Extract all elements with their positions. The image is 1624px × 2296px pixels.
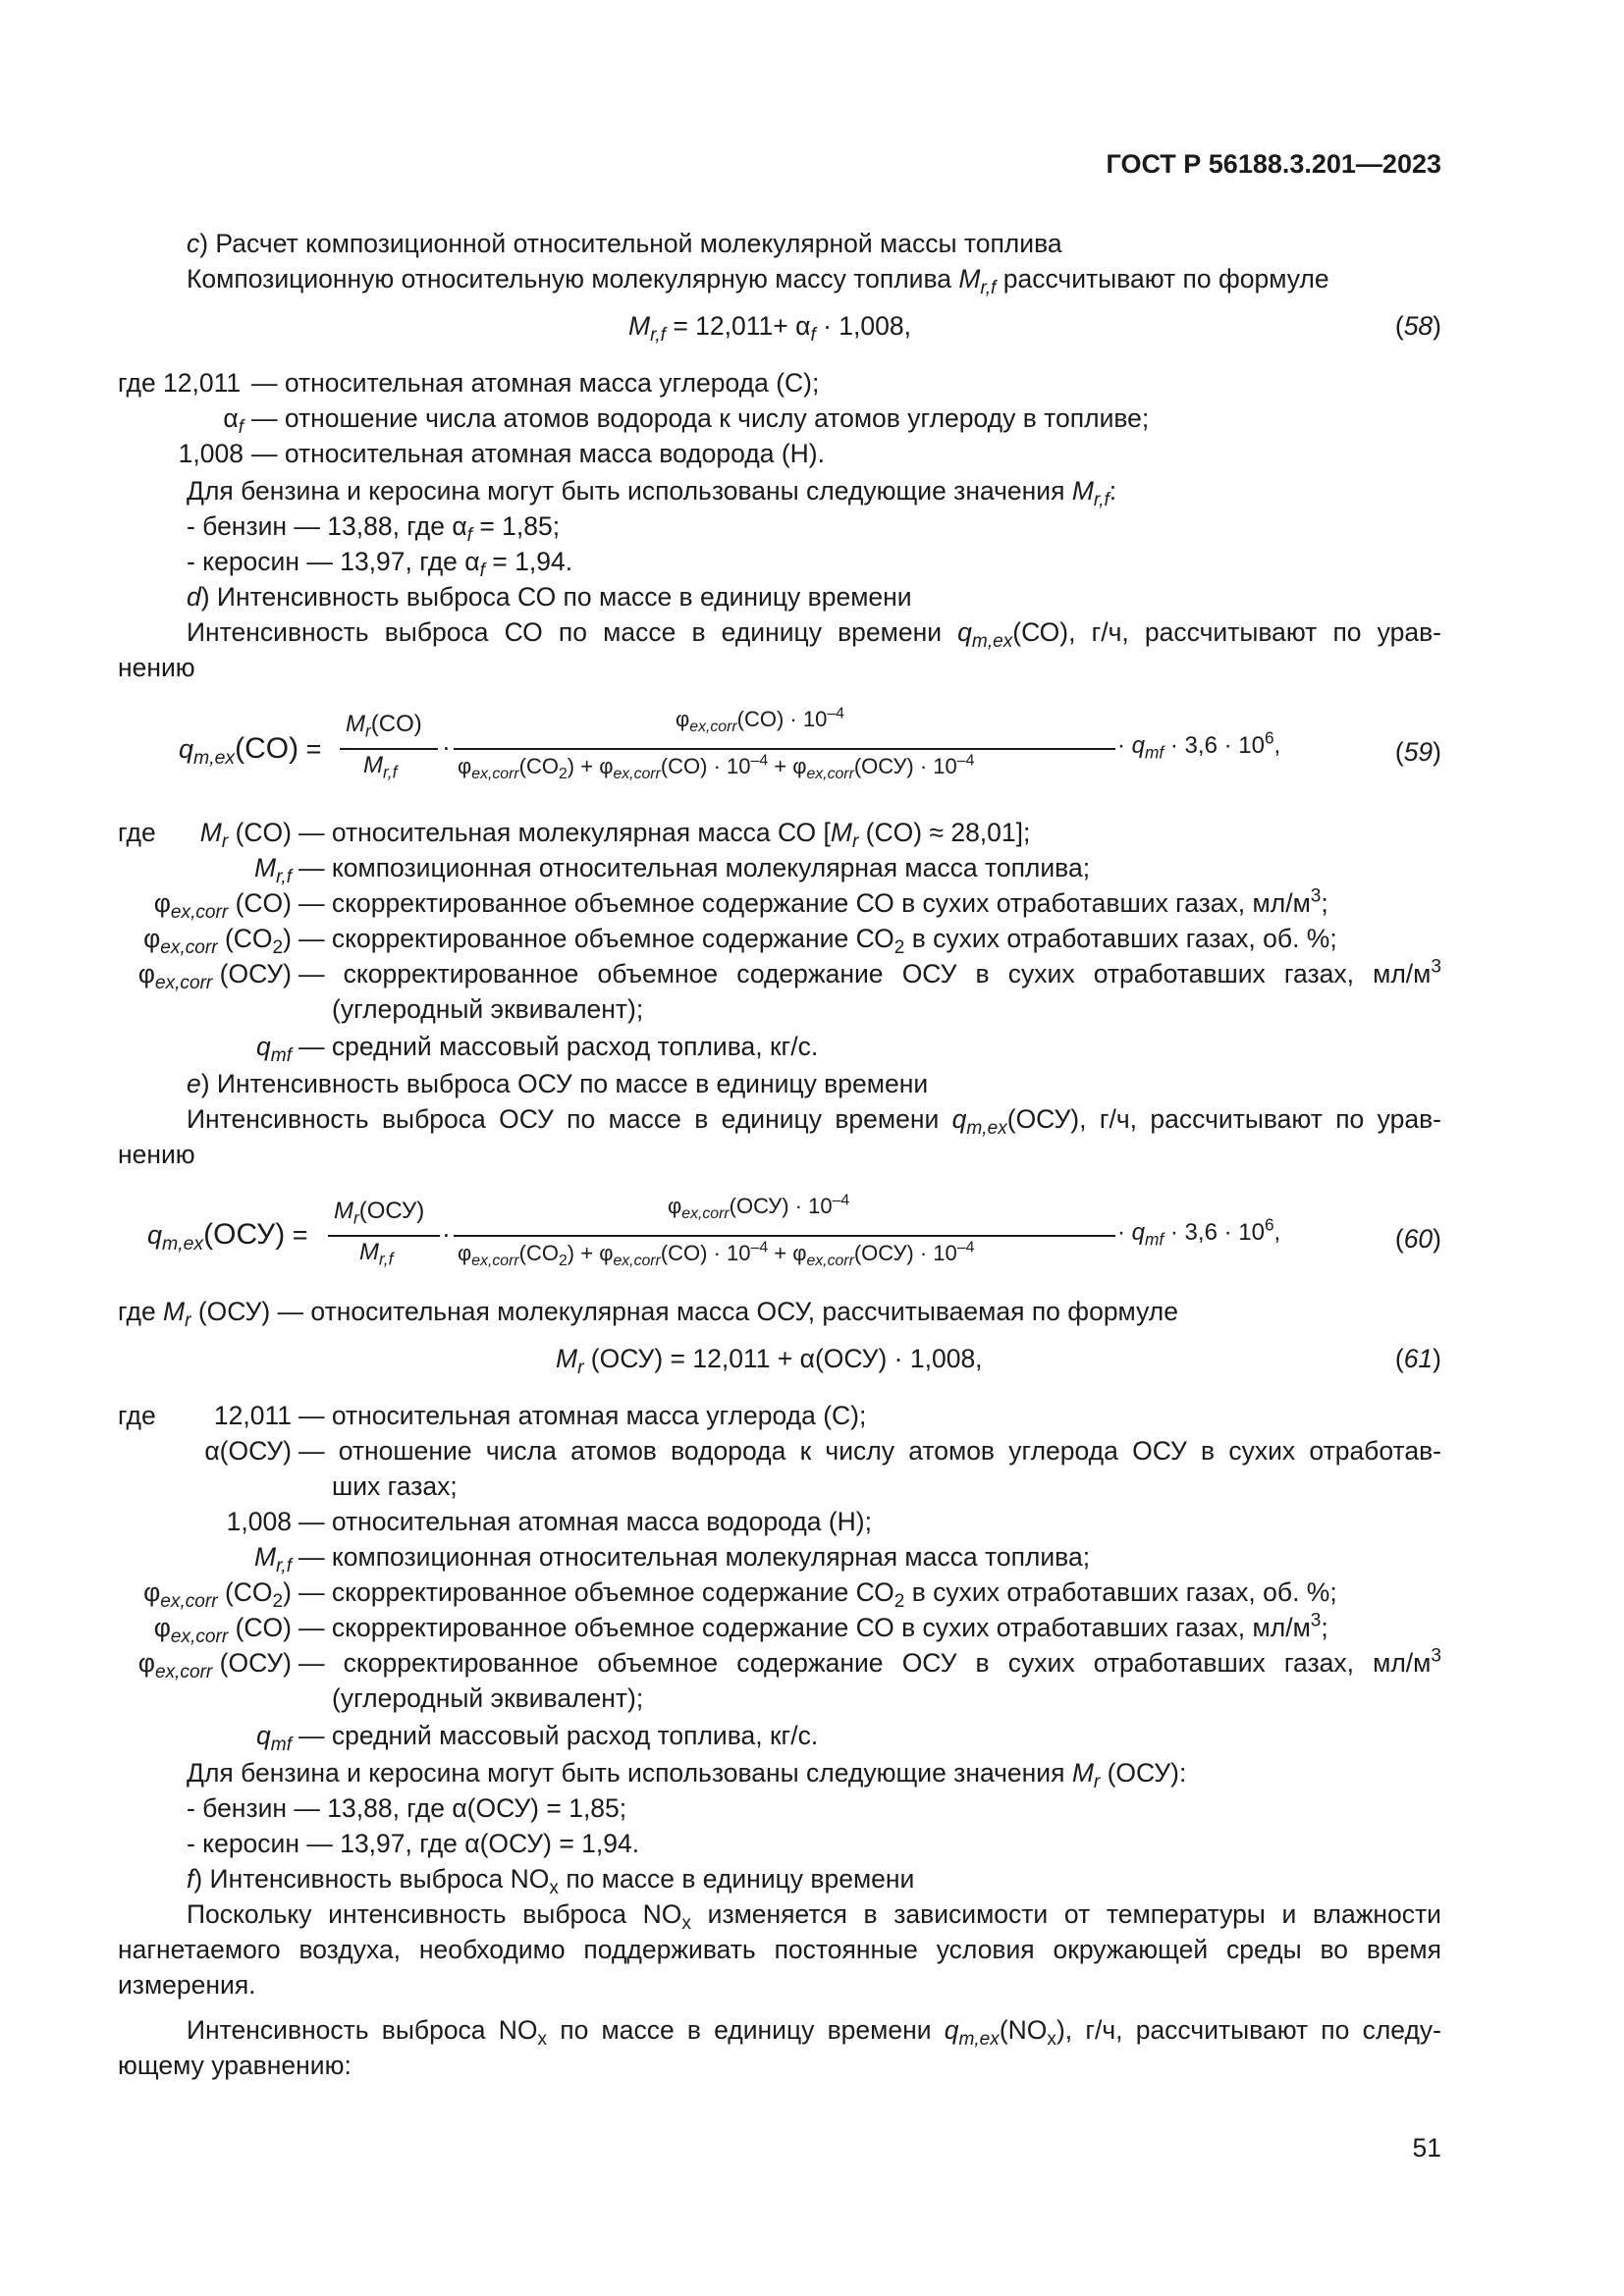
- def-e-3-text: — относительная атомная масса водорода (Н);: [298, 1507, 872, 1536]
- def-c-1-symbol: 12,011: [163, 368, 242, 398]
- equation-number-58: (58): [1394, 311, 1441, 341]
- formula-58: $M_{r,f} = 12,011+ \alpha_f \cdot 1,008$,: [628, 311, 911, 347]
- section-c-intro: Композиционную относительную молекулярную массу топлива $M_{r,f}$ рассчитывают по формуле: [187, 264, 1329, 299]
- def-c-1-text: — относительная атомная масса углерода (С);: [251, 368, 820, 398]
- where-label-e: где: [118, 1401, 156, 1430]
- formula-60-f1-num: $M_r(ОСУ)$: [334, 1198, 425, 1228]
- formula-59-dot-1: ·: [442, 732, 451, 762]
- formula-60-tail: · $q_{mf} \cdot 3,6 \cdot 10^6$,: [1117, 1214, 1281, 1250]
- def-d-3-text: — скорректированное объемное содержание СО в сухих отработавших газах, $мл/м^3$;: [298, 885, 1328, 918]
- section-d-title: d) Интенсивность выброса СО по массе в единицу времени: [187, 582, 912, 612]
- section-e-title: e) Интенсивность выброса ОСУ по массе в единицу времени: [187, 1069, 929, 1098]
- def-e-6-symbol: $\varphi_{ex,corr}$ (CO): [153, 1613, 292, 1648]
- formula-61: $M_r$ (ОСУ) = 12,011 + α(ОСУ) · 1,008,: [556, 1344, 983, 1379]
- section-e-values-intro: Для бензина и керосина могут быть использованы следующие значения $M_r$ (ОСУ):: [187, 1758, 1187, 1793]
- formula-59-f1-den: $M_{r,f}$: [363, 752, 398, 782]
- def-e-1-symbol: 12,011: [213, 1401, 292, 1430]
- where-label-d: где: [118, 818, 156, 847]
- section-c-values-intro: Для бензина и керосина могут быть использованы следующие значения $M_{r,f}$:: [187, 476, 1117, 511]
- def-d-2-text: — композиционная относительная молекулярная масса топлива;: [298, 853, 1091, 882]
- section-e-intro: Интенсивность выброса ОСУ по массе в единицу времени $q_{m,ex}(ОСУ)$, г/ч, рассчитывают по урав-: [187, 1104, 1441, 1140]
- equation-number-60: (60): [1394, 1224, 1441, 1254]
- def-c-3-symbol: 1,008: [178, 439, 244, 468]
- def-e-7-symbol: $\varphi_{ex,corr}$ (ОСУ): [137, 1648, 292, 1683]
- section-e-intro-cont: нению: [118, 1140, 195, 1169]
- formula-60-f1-den: $M_{r,f}$: [359, 1239, 394, 1269]
- def-e-7-cont: (углеродный эквивалент);: [332, 1683, 644, 1713]
- mr-osu-intro: где $M_r$ (ОСУ) — относительная молекулярная масса ОСУ, рассчитываемая по формуле: [118, 1297, 1178, 1332]
- def-e-8-symbol: $q_{mf}$: [256, 1721, 292, 1756]
- def-d-4-text: — скорректированное объемное содержание $СО_2$ в сухих отработавших газах, об. %;: [298, 924, 1337, 959]
- equation-number-59: (59): [1394, 737, 1441, 767]
- document-header: ГОСТ Р 56188.3.201—2023: [1106, 149, 1441, 179]
- def-e-2-symbol: α(ОСУ): [204, 1436, 292, 1466]
- def-c-3-text: — относительная атомная масса водорода (Н).: [251, 439, 825, 468]
- def-e-3-symbol: 1,008: [226, 1507, 292, 1536]
- section-f-title: f) Интенсивность выброса $NO_x$ по массе в единицу времени: [187, 1864, 915, 1899]
- section-e-value-kerosene: - керосин — 13,97, где α(ОСУ) = 1,94.: [187, 1829, 640, 1858]
- def-e-1-text: — относительная атомная масса углерода (С);: [298, 1401, 867, 1430]
- section-c-value-kerosene: - керосин — 13,97, где $\alpha_f = 1,94$.: [187, 547, 573, 582]
- section-f-p2-line1: Интенсивность выброса $NO_x$ по массе в единицу времени $q_{m,ex}(NO_x)$, г/ч, рассчитывают по следу-: [187, 2015, 1441, 2051]
- formula-60-f2-num: $\varphi_{ex,corr}(ОСУ) \cdot 10^{-4}$: [668, 1192, 850, 1223]
- def-e-8-text: — средний массовый расход топлива, кг/с.: [298, 1721, 819, 1750]
- section-e-value-gasoline: - бензин — 13,88, где α(ОСУ) = 1,85;: [187, 1793, 627, 1823]
- def-e-4-symbol: $M_{r,f}$: [254, 1542, 292, 1577]
- formula-60-dot-1: ·: [442, 1219, 451, 1249]
- formula-59-f1-bar: [340, 748, 438, 750]
- section-f-p2-line2: ющему уравнению:: [118, 2051, 352, 2080]
- formula-60-f1-bar: [328, 1235, 440, 1237]
- def-d-4-symbol: $\varphi_{ex,corr}$ $(CO_2)$: [143, 924, 292, 959]
- formula-59-f2-bar: [454, 748, 1115, 750]
- section-f-p1-line3: измерения.: [118, 1970, 256, 2000]
- def-e-5-symbol: $\varphi_{ex,corr}$ $(CO_2)$: [143, 1577, 292, 1613]
- def-d-1-symbol: $M_r$ (CO): [199, 818, 292, 853]
- def-e-2-text: — отношение числа атомов водорода к числу атомов углерода ОСУ в сухих отработав-: [298, 1436, 1441, 1466]
- page-number: 51: [1412, 2133, 1441, 2163]
- def-d-1-text: — относительная молекулярная масса СО [$M_r$ (CO) ≈ 28,01];: [298, 818, 1031, 853]
- def-c-2-text: — отношение числа атомов водорода к числу атомов углероду в топливе;: [251, 403, 1150, 433]
- def-d-5-cont: (углеродный эквивалент);: [332, 994, 644, 1024]
- def-d-3-symbol: $\varphi_{ex,corr}$ (CO): [153, 888, 292, 924]
- section-f-p1-line1: Поскольку интенсивность выброса $NO_x$ изменяется в зависимости от температуры и влажности: [187, 1899, 1441, 1935]
- section-c-title: c) Расчет композиционной относительной молекулярной массы топлива: [187, 229, 1062, 258]
- def-d-5-symbol: $\varphi_{ex,corr}$ (ОСУ): [137, 959, 292, 994]
- where-label-c: где: [118, 368, 156, 398]
- def-e-2-cont: ших газах;: [332, 1471, 458, 1501]
- def-d-6-text: — средний массовый расход топлива, кг/с.: [298, 1032, 819, 1061]
- formula-59-lhs: $q_{m,ex}(CO)$ =: [179, 732, 322, 770]
- section-d-intro-cont: нению: [118, 653, 195, 682]
- def-d-6-symbol: $q_{mf}$: [256, 1032, 292, 1067]
- formula-59-f1-num: $M_r(CO)$: [346, 711, 422, 741]
- formula-60-lhs: $q_{m,ex}(ОСУ)$ =: [147, 1218, 308, 1255]
- formula-59-f2-den: $\varphi_{ex,corr}(CO_2) + \varphi_{ex,corr}(CO) \cdot 10^{-4} + \varphi_{ex,corr}(ОСУ) \cdot 10^{-4}$: [458, 752, 975, 783]
- section-c-value-gasoline: - бензин — 13,88, где $\alpha_f = 1,85$;: [187, 511, 561, 547]
- section-d-intro: Интенсивность выброса СО по массе в единицу времени $q_{m,ex}(СО)$, г/ч, рассчитывают по урав-: [187, 617, 1441, 653]
- def-e-5-text: — скорректированное объемное содержание $СО_2$ в сухих отработавших газах, об. %;: [298, 1577, 1337, 1613]
- def-e-4-text: — композиционная относительная молекулярная масса топлива;: [298, 1542, 1091, 1572]
- formula-60-f2-bar: [454, 1235, 1115, 1237]
- def-e-6-text: — скорректированное объемное содержание СО в сухих отработавших газах, $мл/м^3$;: [298, 1610, 1328, 1642]
- def-c-2-symbol: $\alpha_f$: [223, 403, 244, 439]
- formula-59-tail: · $q_{mf} \cdot 3,6 \cdot 10^6$,: [1117, 727, 1281, 763]
- equation-number-61: (61): [1394, 1344, 1441, 1373]
- def-e-7-text: — скорректированное объемное содержание ОСУ в сухих отработавших газах, $мл/м^3$: [298, 1645, 1441, 1678]
- def-d-2-symbol: $M_{r,f}$: [254, 853, 292, 888]
- formula-59-f2-num: $\varphi_{ex,corr}(CO) \cdot 10^{-4}$: [676, 705, 844, 736]
- formula-60-f2-den: $\varphi_{ex,corr}(CO_2) + \varphi_{ex,corr}(CO) \cdot 10^{-4} + \varphi_{ex,corr}(ОСУ) \cdot 10^{-4}$: [458, 1239, 975, 1270]
- section-f-p1-line2: нагнетаемого воздуха, необходимо поддерживать постоянные условия окружающей среды во время: [118, 1935, 1441, 1964]
- def-d-5-text: — скорректированное объемное содержание ОСУ в сухих отработавших газах, $мл/м^3$: [298, 956, 1441, 988]
